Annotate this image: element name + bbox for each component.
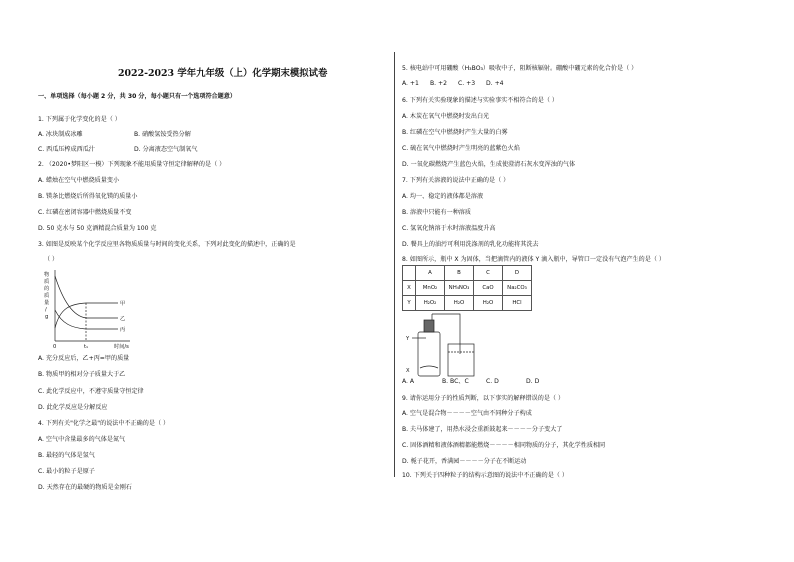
- question-8: 8. 如图所示，瓶中 X 为固体，当把滴管内的液体 Y 滴入瓶中，导管口一定没有气泡产生的是（ ）: [402, 256, 665, 263]
- q9-option-a: A. 空气是混合物－－－－空气由不同种分子构成: [402, 410, 532, 417]
- q4-option-c: C. 最小的粒子是原子: [38, 468, 95, 475]
- q7-option-a: A. 均一、稳定的液体都是溶液: [402, 193, 484, 200]
- q1-option-a: A. 冰块制成冰雕: [38, 131, 83, 138]
- table-row: [403, 296, 532, 311]
- q8-option-d: D. D: [526, 378, 540, 385]
- delivery-tube: [432, 314, 460, 354]
- series-jia-label: 甲: [120, 301, 126, 307]
- q6-option-c: C. 硫在氧气中燃烧时产生明亮的蓝紫色火焰: [402, 145, 520, 152]
- q4-option-b: B. 最轻的气体是氢气: [38, 452, 95, 459]
- q3-option-a: A. 充分反应后，乙+丙=甲的质量: [38, 355, 130, 362]
- graph-t1-label: t₁: [84, 344, 89, 350]
- q9-option-d: D. 栀子花开，香满园－－－－分子在不断运动: [402, 458, 527, 465]
- table-cell: H₂O: [474, 296, 503, 311]
- question-10: 10. 下列关于四种粒子的结构示意图的说法中不正确的是（ ）: [402, 472, 568, 479]
- question-3: 3. 如图是反映某个化学反应里各物质质量与时间的变化关系，下列对此变化的描述中，正确的是: [38, 241, 296, 248]
- question-2: 2. （2020•梦阳区一模）下列现象不能用质量守恒定律解释的是（ ）: [38, 161, 226, 168]
- graph-origin: 0: [53, 344, 57, 350]
- table-row: [403, 281, 532, 296]
- table-cell: Y: [403, 296, 416, 311]
- q5-option-c: C. +3: [458, 80, 476, 87]
- reagent-table: [402, 265, 532, 311]
- series-bing-curve: [55, 310, 118, 329]
- label-x: X: [406, 368, 410, 374]
- mass-time-graph: [42, 268, 142, 352]
- q3-option-c: C. 此化学反应中，不遵守质量守恒定律: [38, 388, 144, 395]
- table-cell: HCl: [503, 296, 532, 311]
- q2-option-a: A. 蜡烛在空气中燃烧质量变小: [38, 177, 120, 184]
- q2-option-c: C. 红磷在密闭容器中燃烧质量不变: [38, 209, 132, 216]
- q8-option-c: C. D: [486, 378, 499, 385]
- question-1: 1. 下列属于化学变化的是（ ）: [38, 116, 121, 123]
- table-header-cell: C: [474, 266, 503, 281]
- table-header-row: [403, 266, 532, 281]
- question-6: 6. 下列有关实验现象的描述与实验事实不相符合的是（ ）: [402, 97, 558, 104]
- q8-option-b: B. BC、C: [442, 378, 469, 385]
- graph-ylabel-6: /: [45, 307, 47, 313]
- table-cell: X: [403, 281, 416, 296]
- series-yi-label: 乙: [120, 316, 126, 322]
- label-y: Y: [406, 336, 410, 342]
- graph-ylabel-3: 的: [44, 286, 50, 292]
- solid-x-icon: [420, 366, 438, 368]
- q5-option-d: D. +4: [486, 80, 504, 87]
- table-cell: Na₂CO₃: [503, 281, 532, 296]
- page-title: 2022-2023 学年九年级（上）化学期末模拟试卷: [118, 68, 328, 79]
- graph-ylabel-7: g: [45, 314, 49, 320]
- q8-option-a: A. A: [402, 378, 415, 385]
- q1-option-c: C. 西瓜压榨成西瓜汁: [38, 146, 95, 153]
- table-header-cell: D: [503, 266, 532, 281]
- question-3-bracket: （ ）: [44, 256, 59, 263]
- question-9: 9. 请你运用分子的性质判断，以下事实的解释错误的是（ ）: [402, 395, 565, 402]
- table-cell: H₂O: [445, 296, 474, 311]
- flask-icon: [418, 332, 440, 376]
- q9-option-b: B. 夫马体建了，用热水浸会重新鼓起来－－－－分子变大了: [402, 426, 563, 433]
- q4-option-a: A. 空气中含量最多的气体是氮气: [38, 436, 126, 443]
- question-5: 5. 核电站中可用硼酸（H₃BO₃）吸收中子，阻断核辐射。硼酸中硼元素的化合价是（ ）: [402, 65, 638, 72]
- series-jia-curve: [55, 303, 118, 328]
- q3-option-b: B. 物质甲的相对分子质量大于乙: [38, 371, 126, 378]
- q7-option-c: C. 氢氧化钠溶于水时溶液温度升高: [402, 225, 496, 232]
- column-divider: [394, 52, 395, 477]
- q6-option-a: A. 木炭在氧气中燃烧时发出白光: [402, 113, 490, 120]
- beaker-icon: [448, 344, 474, 376]
- table-cell: CaO: [474, 281, 503, 296]
- question-4: 4. 下列有关"化学之最"的说法中不正确的是（ ）: [38, 420, 170, 427]
- q5-option-b: B. +2: [430, 80, 448, 87]
- q9-option-c: C. 固体酒精和液体酒精都能燃烧－－－－相同物质的分子，其化学性质相同: [402, 442, 606, 449]
- stopper-icon: [424, 320, 434, 332]
- question-7: 7. 下列有关溶液的说法中正确的是（ ）: [402, 177, 510, 184]
- q2-option-d: D. 50 克水与 50 克酒精混合质量为 100 克: [38, 225, 157, 232]
- table-header-cell: B: [445, 266, 474, 281]
- q3-option-d: D. 此化学反应是分解反应: [38, 404, 108, 411]
- q1-option-d: D. 分离液态空气制氧气: [134, 146, 198, 153]
- q1-option-b: B. 硝酸氢铵受热分解: [134, 131, 191, 138]
- table-header-cell: [403, 266, 416, 281]
- q7-option-b: B. 溶液中只能有一种溶质: [402, 209, 471, 216]
- q2-option-b: B. 镁条比燃烧后所得氧化镁的质量小: [38, 193, 138, 200]
- graph-ylabel-4: 质: [44, 293, 50, 299]
- q6-option-b: B. 红磷在空气中燃烧时产生大量的白雾: [402, 129, 508, 136]
- series-yi-curve: [55, 276, 118, 318]
- table-cell: MnO₂: [416, 281, 445, 296]
- q6-option-d: D. 一氧化碳燃烧产生蓝色火焰，生成使澄清石灰水变浑浊的气体: [402, 161, 576, 168]
- graph-ylabel-5: 量: [44, 300, 50, 306]
- series-bing-label: 丙: [120, 327, 126, 333]
- q4-option-d: D. 天然存在的最硬的物质是金刚石: [38, 484, 132, 491]
- graph-xlabel: 时间/s: [114, 344, 129, 350]
- section-heading: 一、单项选择（每小题 2 分，共 30 分，每小题只有一个选项符合题意）: [38, 93, 236, 100]
- q7-option-d: D. 餐具上的油污可利用洗涤剂的乳化功能将其洗去: [402, 241, 539, 248]
- table-cell: NH₄NO₃: [445, 281, 474, 296]
- graph-ylabel-1: 物: [44, 272, 50, 278]
- table-header-cell: A: [416, 266, 445, 281]
- q5-option-a: A. +1: [402, 80, 419, 87]
- graph-ylabel-2: 质: [44, 279, 50, 285]
- apparatus-diagram: [404, 310, 488, 380]
- table-cell: H₂O₂: [416, 296, 445, 311]
